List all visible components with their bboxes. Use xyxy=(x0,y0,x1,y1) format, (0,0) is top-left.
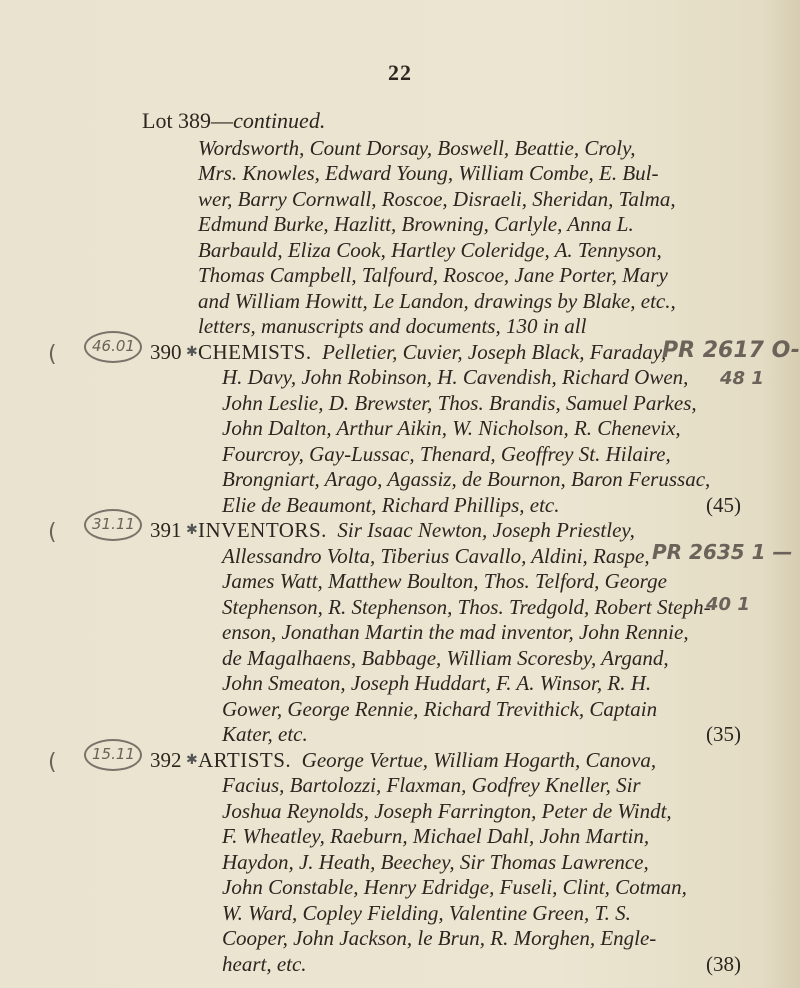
entry-first-line xyxy=(198,339,666,365)
category-label: CHEMISTS. xyxy=(198,340,312,364)
entry-line: H. Davy, John Robinson, H. Cavendish, Richard Owen, xyxy=(222,365,689,389)
lot-heading-prefix: Lot 389— xyxy=(142,108,234,133)
entry-line: George Vertue, William Hogarth, Canova, xyxy=(301,748,657,772)
pencil-annotation: PR 2635 1 — xyxy=(652,540,793,564)
entry-line: James Watt, Matthew Boulton, Thos. Telford, George xyxy=(222,569,667,593)
entry-line: Allessandro Volta, Tiberius Cavallo, Aldini, Raspe, xyxy=(222,544,650,568)
entry-line: Pelletier, Cuvier, Joseph Black, Faraday, xyxy=(322,340,667,364)
continued-line: Wordsworth, Count Dorsay, Boswell, Beattie, Croly, xyxy=(198,136,636,160)
pencil-tick-mark: ( xyxy=(48,750,57,775)
item-count: (45) xyxy=(706,493,741,517)
item-count: (38) xyxy=(706,952,741,976)
entry-line: heart, etc. xyxy=(222,952,307,976)
asterisk-mark: ✱ xyxy=(186,753,198,768)
entry-line: Facius, Bartolozzi, Flaxman, Godfrey Kneller, Sir xyxy=(222,773,641,797)
asterisk-mark: ✱ xyxy=(186,523,198,538)
entry-line: Stephenson, R. Stephenson, Thos. Tredgold, Robert Steph- xyxy=(222,595,711,619)
entry-first-line xyxy=(198,747,656,773)
entry-line: Fourcroy, Gay-Lussac, Thenard, Geoffrey St. Hilaire, xyxy=(222,442,671,466)
entry-line: John Dalton, Arthur Aikin, W. Nicholson, R. Chenevix, xyxy=(222,416,681,440)
lot-heading xyxy=(142,108,325,134)
continued-line: Mrs. Knowles, Edward Young, William Combe, E. Bul- xyxy=(198,161,659,185)
page-number: 22 xyxy=(388,60,412,85)
continued-line: and William Howitt, Le Landon, drawings by Blake, etc., xyxy=(198,289,676,313)
lot-heading-continued: continued. xyxy=(233,108,326,133)
lot-number: 390 xyxy=(150,340,182,364)
entry-line: Brongniart, Arago, Agassiz, de Bournon, Baron Ferussac, xyxy=(222,467,711,491)
entry-first-line xyxy=(198,517,635,543)
entry-line: Haydon, J. Heath, Beechey, Sir Thomas Lawrence, xyxy=(222,850,649,874)
category-label: ARTISTS. xyxy=(198,748,292,772)
entry-line: John Smeaton, Joseph Huddart, F. A. Winsor, R. H. xyxy=(222,671,652,695)
lot-number: 392 xyxy=(150,748,182,772)
lot-number: 391 xyxy=(150,518,182,542)
continued-line: Edmund Burke, Hazlitt, Browning, Carlyle, Anna L. xyxy=(198,212,634,236)
pencil-annotation: 48 1 xyxy=(720,368,764,389)
pencil-oval-text: 15.11 xyxy=(92,745,135,763)
category-label: INVENTORS. xyxy=(198,518,327,542)
entry-line: Cooper, John Jackson, le Brun, R. Morghen, Engle- xyxy=(222,926,657,950)
entry-line: John Leslie, D. Brewster, Thos. Brandis, Samuel Parkes, xyxy=(222,391,697,415)
entry-line: Gower, George Rennie, Richard Trevithick, Captain xyxy=(222,697,658,721)
continued-line: Barbauld, Eliza Cook, Hartley Coleridge, A. Tennyson, xyxy=(198,238,662,262)
pencil-tick-mark: ( xyxy=(48,520,57,545)
entry-line: F. Wheatley, Raeburn, Michael Dahl, John Martin, xyxy=(222,824,650,848)
pencil-oval-text: 31.11 xyxy=(92,515,135,533)
entry-line: W. Ward, Copley Fielding, Valentine Green, T. S. xyxy=(222,901,631,925)
pencil-annotation: PR 2617 O- xyxy=(662,338,800,363)
entry-line: Sir Isaac Newton, Joseph Priestley, xyxy=(337,518,635,542)
continued-line: wer, Barry Cornwall, Roscoe, Disraeli, Sheridan, Talma, xyxy=(198,187,676,211)
entry-line: Elie de Beaumont, Richard Phillips, etc. xyxy=(222,493,560,517)
item-count: (35) xyxy=(706,722,741,746)
continued-line: Thomas Campbell, Talfourd, Roscoe, Jane Porter, Mary xyxy=(198,263,668,287)
entry-line: John Constable, Henry Edridge, Fuseli, Clint, Cotman, xyxy=(222,875,687,899)
pencil-tick-mark: ( xyxy=(48,342,57,367)
pencil-annotation: 40 1 xyxy=(706,594,750,615)
pencil-oval-text: 46.01 xyxy=(92,337,135,355)
continued-line: letters, manuscripts and documents, 130 in all xyxy=(198,314,587,338)
entry-line: Joshua Reynolds, Joseph Farrington, Peter de Windt, xyxy=(222,799,672,823)
entry-line: enson, Jonathan Martin the mad inventor, John Rennie, xyxy=(222,620,689,644)
entry-line: Kater, etc. xyxy=(222,722,308,746)
entry-line: de Magalhaens, Babbage, William Scoresby, Argand, xyxy=(222,646,669,670)
asterisk-mark: ✱ xyxy=(186,345,198,360)
